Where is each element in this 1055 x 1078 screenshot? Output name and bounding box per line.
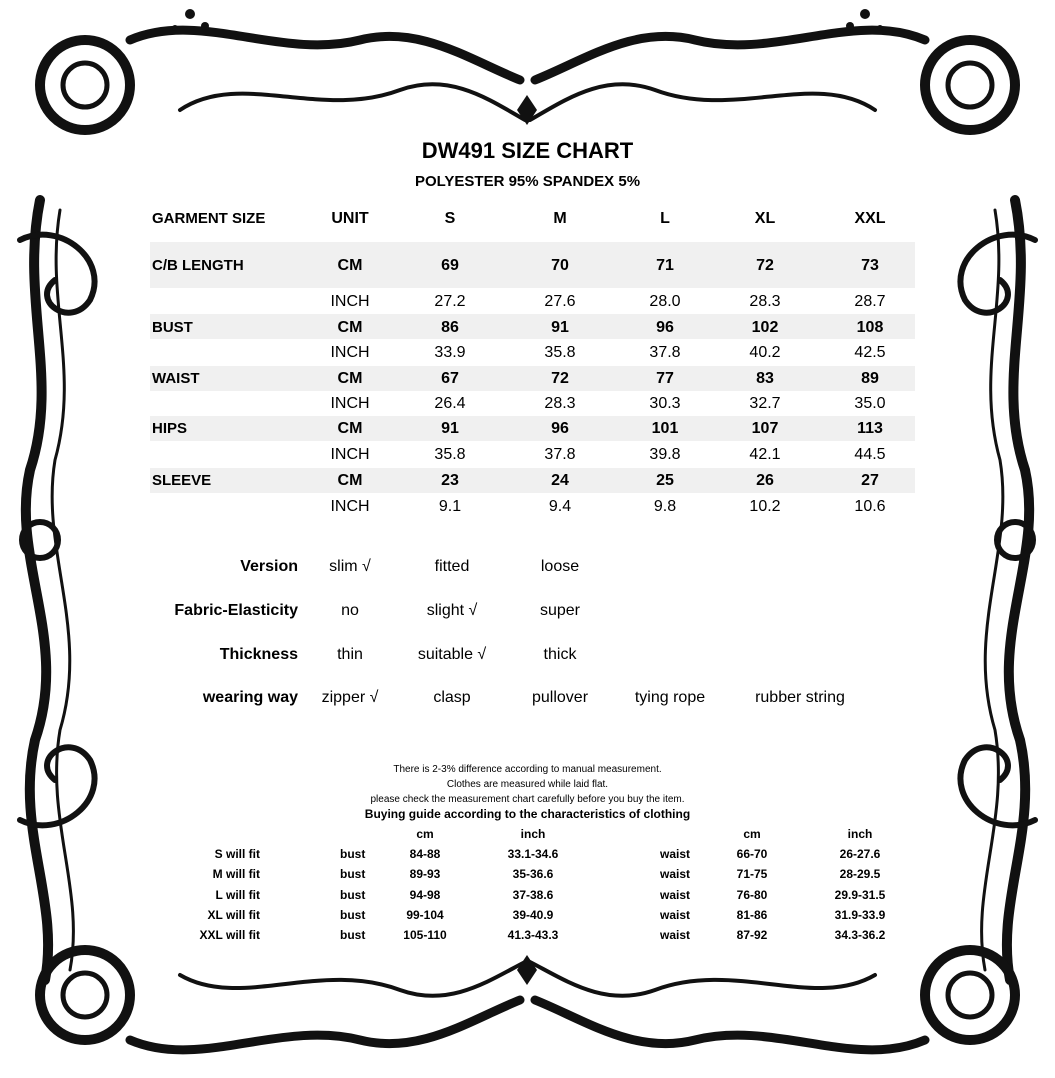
unit-cm: CM <box>337 472 363 489</box>
table-cell: 71 <box>656 257 674 274</box>
unit-cm: CM <box>337 319 363 336</box>
unit-inch: INCH <box>330 344 370 361</box>
table-cell: 107 <box>751 420 779 437</box>
table-cell: 32.7 <box>749 395 781 412</box>
note-line: please check the measurement chart carefully before you buy the item. <box>370 794 685 805</box>
table-cell: 24 <box>551 472 569 489</box>
guide-header: inch <box>847 827 873 841</box>
guide-inch: 35-36.6 <box>512 867 554 881</box>
table-header: S <box>444 210 456 227</box>
guide-size-label: XXL will fit <box>199 928 260 942</box>
guide-part: waist <box>660 847 691 861</box>
table-cell: 26.4 <box>434 395 466 412</box>
guide-cm: 105-110 <box>403 928 447 942</box>
property-option: loose <box>540 558 580 575</box>
property-option: slim √ <box>329 558 371 575</box>
table-cell: 101 <box>651 420 679 437</box>
table-header: M <box>553 210 567 227</box>
measurement-label: HIPS <box>152 420 188 437</box>
table-header: L <box>660 210 670 227</box>
table-cell: 9.4 <box>548 498 572 515</box>
unit-cm: CM <box>337 420 363 437</box>
table-cell: 77 <box>656 370 674 387</box>
table-cell: 42.5 <box>854 344 886 361</box>
guide-cm: 99-104 <box>406 908 444 922</box>
unit-inch: INCH <box>330 498 370 515</box>
table-cell: 96 <box>656 319 674 336</box>
table-cell: 42.1 <box>749 446 781 463</box>
table-header: XL <box>754 210 776 227</box>
table-cell: 102 <box>751 319 779 336</box>
guide-cm: 71-75 <box>736 867 768 881</box>
guide-inch: 31.9-33.9 <box>834 908 886 922</box>
unit-inch: INCH <box>330 395 370 412</box>
guide-inch: 29.9-31.5 <box>834 888 886 902</box>
table-cell: 89 <box>861 370 879 387</box>
unit-inch: INCH <box>330 293 370 310</box>
table-cell: 67 <box>441 370 459 387</box>
table-cell: 35.8 <box>434 446 466 463</box>
property-option: tying rope <box>634 689 706 706</box>
table-cell: 9.1 <box>438 498 462 515</box>
buying-guide-title: Buying guide according to the characteristics of clothing <box>364 807 691 821</box>
table-cell: 37.8 <box>544 446 576 463</box>
table-cell: 25 <box>656 472 674 489</box>
table-cell: 37.8 <box>649 344 681 361</box>
table-cell: 69 <box>441 257 459 274</box>
property-option: super <box>539 602 581 619</box>
unit-inch: INCH <box>330 446 370 463</box>
guide-header: cm <box>743 827 761 841</box>
guide-part: bust <box>340 867 366 881</box>
table-cell: 27.2 <box>434 293 466 310</box>
table-cell: 91 <box>551 319 569 336</box>
property-label: wearing way <box>202 689 298 706</box>
guide-inch: 33.1-34.6 <box>507 847 559 861</box>
table-cell: 10.6 <box>854 498 886 515</box>
unit-cm: CM <box>337 257 363 274</box>
property-option: thin <box>337 646 363 663</box>
guide-part: bust <box>340 928 366 942</box>
table-cell: 23 <box>441 472 459 489</box>
table-cell: 73 <box>861 257 879 274</box>
table-cell: 9.8 <box>653 498 677 515</box>
guide-part: bust <box>340 908 366 922</box>
property-option: slight √ <box>426 602 478 619</box>
table-cell: 113 <box>857 420 883 437</box>
table-cell: 86 <box>441 319 459 336</box>
property-option: zipper √ <box>321 689 379 706</box>
guide-header: inch <box>520 827 546 841</box>
property-option: suitable √ <box>417 646 487 663</box>
guide-inch: 34.3-36.2 <box>834 928 886 942</box>
measurement-label: BUST <box>152 319 193 336</box>
guide-cm: 76-80 <box>736 888 768 902</box>
property-option: rubber string <box>755 689 845 706</box>
guide-size-label: M will fit <box>212 867 260 881</box>
table-cell: 28.7 <box>854 293 886 310</box>
measurement-label: SLEEVE <box>152 472 212 489</box>
table-header: GARMENT SIZE <box>152 210 266 227</box>
table-cell: 27 <box>861 472 879 489</box>
table-cell: 96 <box>551 420 569 437</box>
table-cell: 35.0 <box>854 395 886 412</box>
fabric-composition: POLYESTER 95% SPANDEX 5% <box>414 173 641 190</box>
table-cell: 72 <box>551 370 569 387</box>
table-cell: 26 <box>756 472 774 489</box>
guide-cm: 89-93 <box>409 867 441 881</box>
guide-part: waist <box>660 888 691 902</box>
table-cell: 40.2 <box>749 344 781 361</box>
guide-header: cm <box>416 827 434 841</box>
note-line: There is 2-3% difference according to manual measurement. <box>393 764 662 775</box>
guide-cm: 81-86 <box>736 908 768 922</box>
guide-part: waist <box>660 928 691 942</box>
table-cell: 28.0 <box>649 293 681 310</box>
guide-cm: 66-70 <box>736 847 768 861</box>
table-cell: 70 <box>551 257 569 274</box>
guide-inch: 39-40.9 <box>512 908 554 922</box>
property-label: Thickness <box>219 646 298 663</box>
guide-size-label: XL will fit <box>207 908 260 922</box>
table-cell: 83 <box>756 370 774 387</box>
table-cell: 108 <box>856 319 884 336</box>
table-cell: 33.9 <box>434 344 466 361</box>
table-cell: 28.3 <box>544 395 576 412</box>
table-cell: 72 <box>756 257 774 274</box>
guide-inch: 28-29.5 <box>839 867 881 881</box>
table-header: UNIT <box>331 210 369 227</box>
property-option: no <box>341 602 359 619</box>
property-option: clasp <box>433 689 471 706</box>
measurement-label: WAIST <box>152 370 200 387</box>
note-line: Clothes are measured while laid flat. <box>446 779 609 790</box>
property-option: thick <box>543 646 577 663</box>
guide-size-label: L will fit <box>215 888 260 902</box>
table-cell: 39.8 <box>649 446 681 463</box>
table-cell: 44.5 <box>854 446 886 463</box>
guide-cm: 94-98 <box>409 888 441 902</box>
measurement-label: C/B LENGTH <box>152 257 244 274</box>
page-title: DW491 SIZE CHART <box>421 138 634 163</box>
guide-part: waist <box>660 908 691 922</box>
table-cell: 91 <box>441 420 459 437</box>
property-label: Version <box>240 558 298 575</box>
table-cell: 35.8 <box>544 344 576 361</box>
guide-inch: 41.3-43.3 <box>507 928 559 942</box>
table-cell: 28.3 <box>749 293 781 310</box>
guide-cm: 87-92 <box>736 928 768 942</box>
guide-inch: 26-27.6 <box>839 847 881 861</box>
guide-part: bust <box>340 847 366 861</box>
guide-part: bust <box>340 888 366 902</box>
property-option: fitted <box>434 558 470 575</box>
guide-part: waist <box>660 867 691 881</box>
guide-size-label: S will fit <box>214 847 260 861</box>
table-header: XXL <box>854 210 886 227</box>
unit-cm: CM <box>337 370 363 387</box>
table-cell: 10.2 <box>749 498 781 515</box>
table-cell: 27.6 <box>544 293 576 310</box>
table-cell: 30.3 <box>649 395 681 412</box>
guide-cm: 84-88 <box>409 847 441 861</box>
property-label: Fabric-Elasticity <box>174 602 298 619</box>
property-option: pullover <box>531 689 589 706</box>
guide-inch: 37-38.6 <box>512 888 554 902</box>
